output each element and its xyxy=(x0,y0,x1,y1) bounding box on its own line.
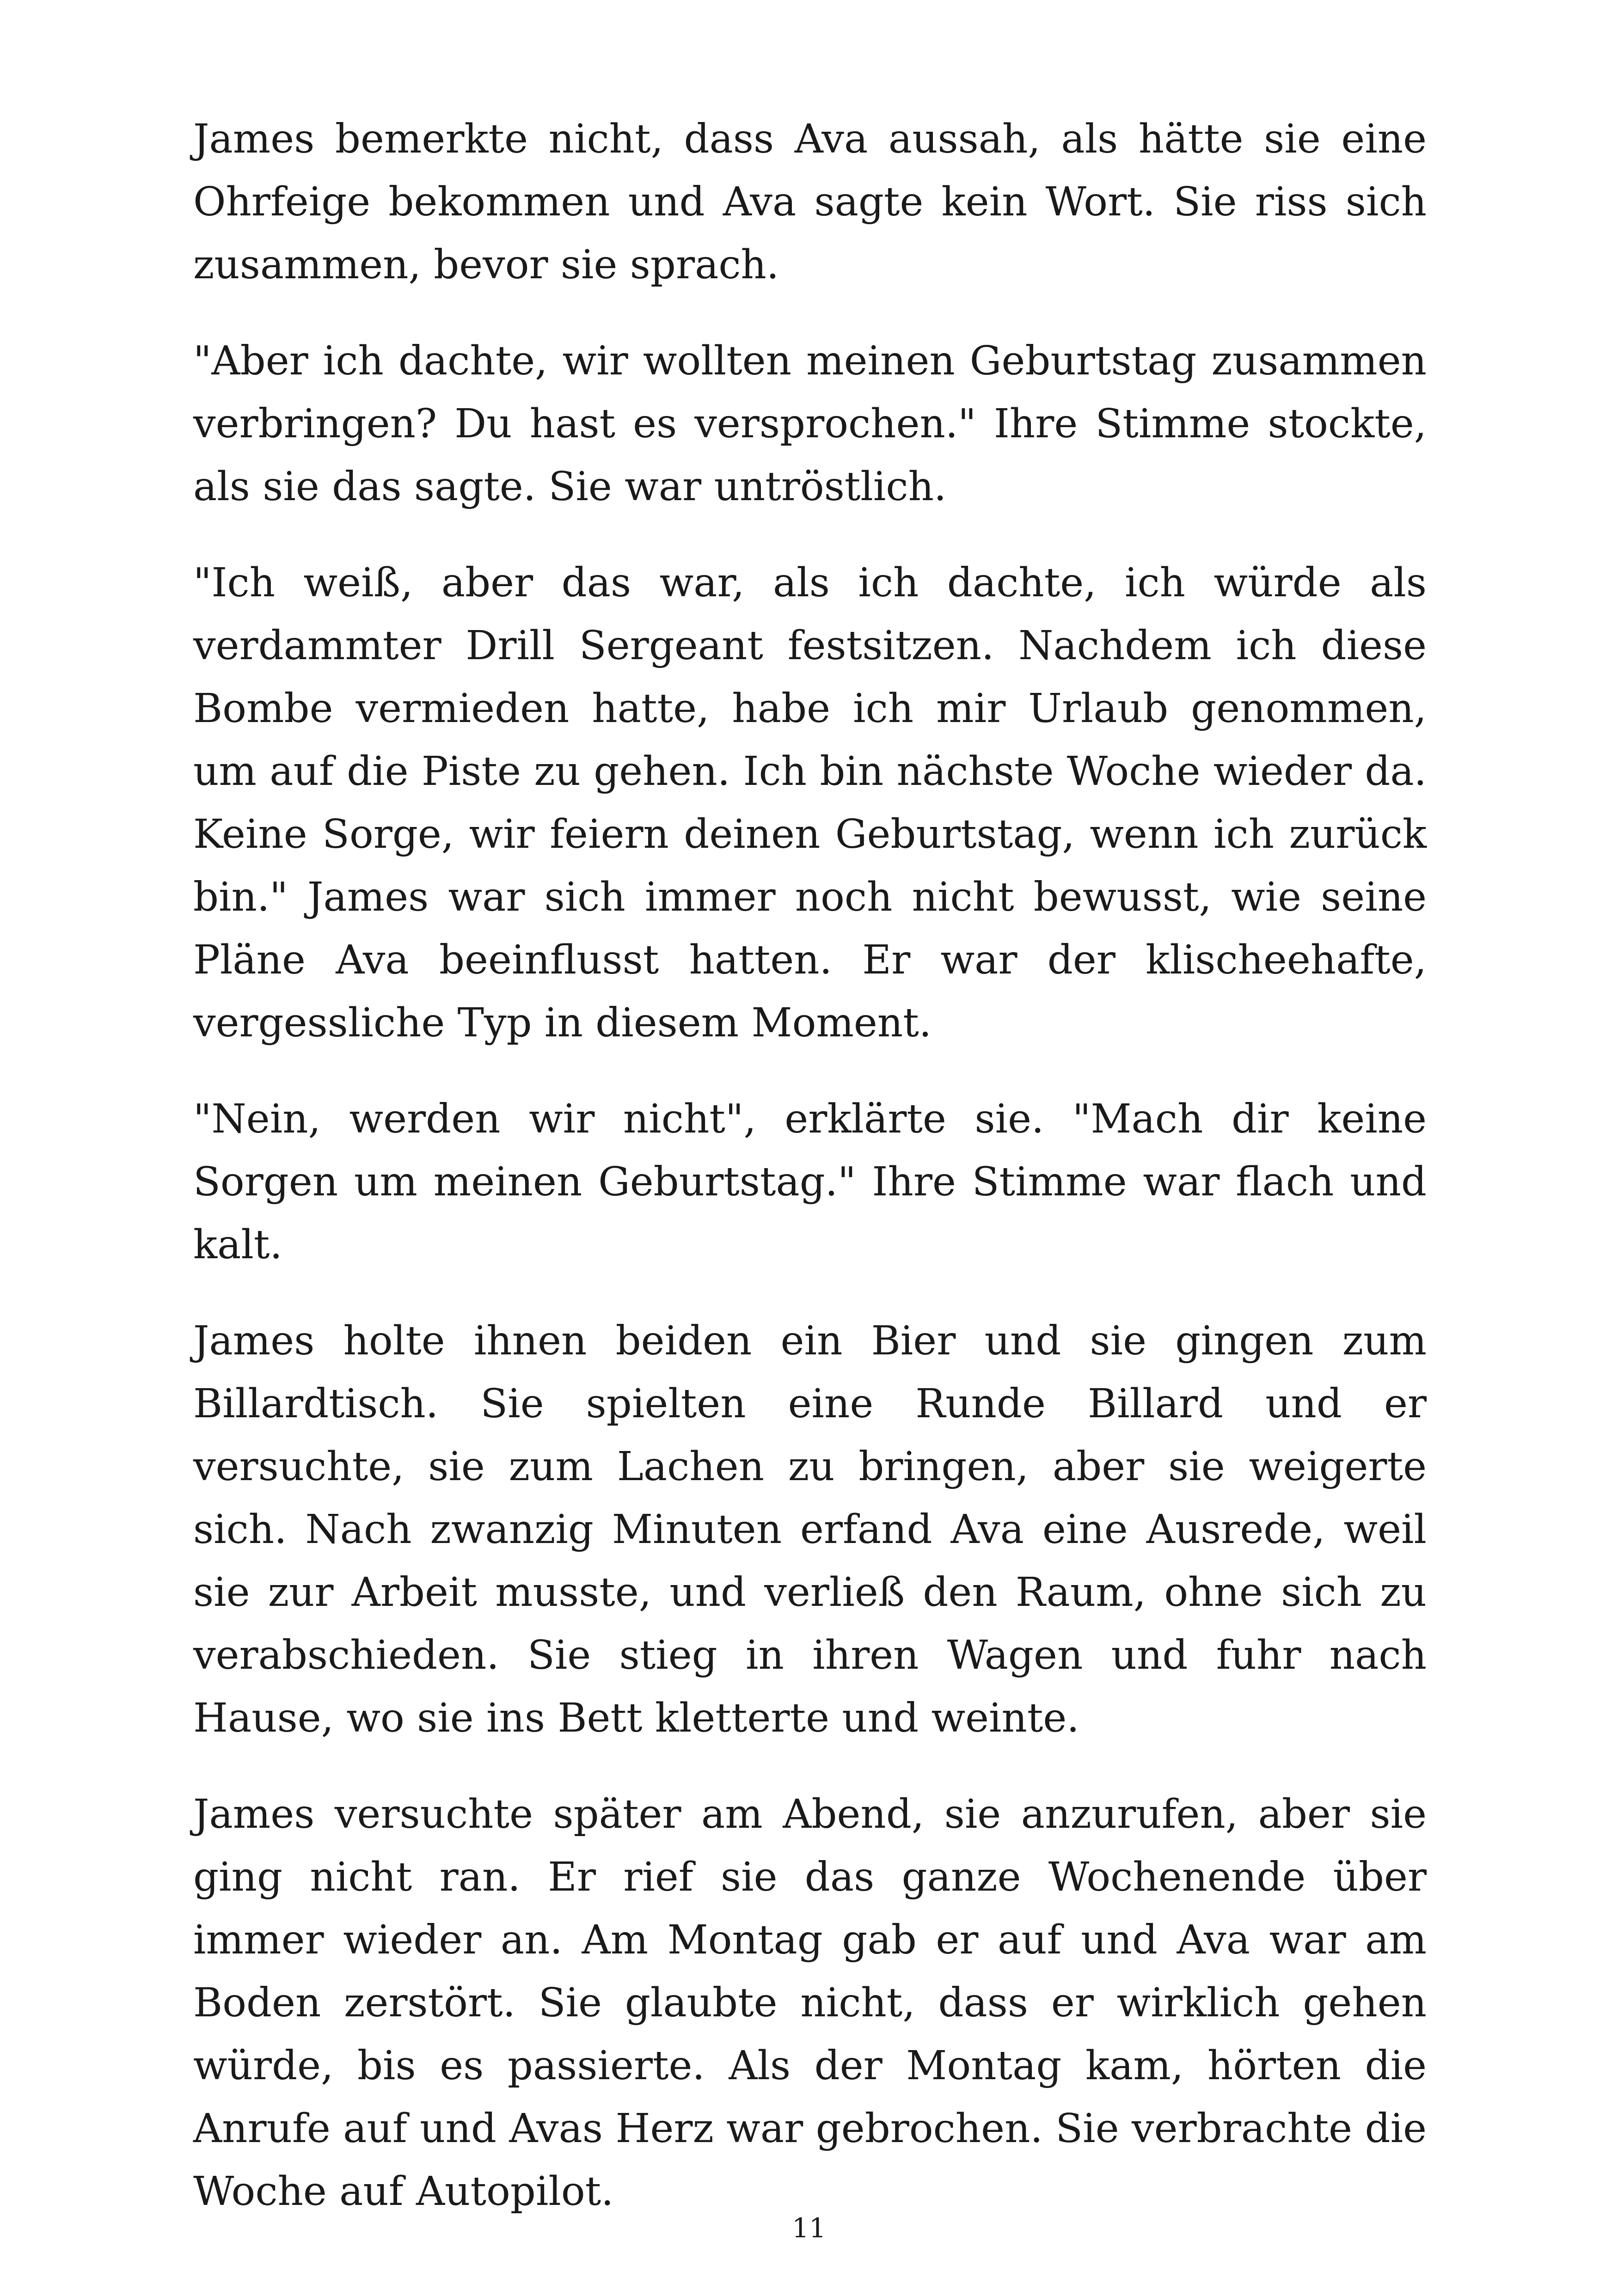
paragraph: "Nein, werden wir nicht", erklärte sie. "Mach dir keine Sorgen um meinen Geburtstag." Ihre Stimme war flach und kalt. xyxy=(193,1096,1427,1268)
paragraph: James versuchte später am Abend, sie anzurufen, aber sie ging nicht ran. Er rief sie das ganze Wochenende über immer wieder an. Am Montag gab er auf und Ava war am Boden zerstört. Sie glaubte nicht, dass er wirklich gehen würde, bis es passierte. Als der Montag kam, hörten die Anrufe auf und Avas Herz war gebrochen. Sie verbrachte die Woche auf Autopilot. xyxy=(193,1791,1427,2215)
body-text xyxy=(193,108,1427,2256)
page-number: 11 xyxy=(792,2212,826,2244)
paragraph: James holte ihnen beiden ein Bier und sie gingen zum Billardtisch. Sie spielten eine Runde Billard und er versuchte, sie zum Lachen zu bringen, aber sie weigerte sich. Nach zwanzig Minuten erfand Ava eine Ausrede, weil sie zur Arbeit musste, und verließ den Raum, ohne sich zu verabschieden. Sie stieg in ihren Wagen und fuhr nach Hause, wo sie ins Bett kletterte und weinte. xyxy=(193,1318,1427,1741)
paragraph: "Aber ich dachte, wir wollten meinen Geburtstag zusammen verbringen? Du hast es versprochen." Ihre Stimme stockte, als sie das sagte. Sie war untröstlich. xyxy=(193,338,1427,510)
paragraph: "Ich weiß, aber das war, als ich dachte, ich würde als verdammter Drill Sergeant festsitzen. Nachdem ich diese Bombe vermieden hatte, habe ich mir Urlaub genommen, um auf die Piste zu gehen. Ich bin nächste Woche wieder da. Keine Sorge, wir feiern deinen Geburtstag, wenn ich zurück bin." James war sich immer noch nicht bewusst, wie seine Pläne Ava beeinflusst hatten. Er war der klischeehafte, vergessliche Typ in diesem Moment. xyxy=(193,560,1427,1046)
paragraph: James bemerkte nicht, dass Ava aussah, als hätte sie eine Ohrfeige bekommen und Ava sagte kein Wort. Sie riss sich zusammen, bevor sie sprach. xyxy=(193,116,1427,288)
